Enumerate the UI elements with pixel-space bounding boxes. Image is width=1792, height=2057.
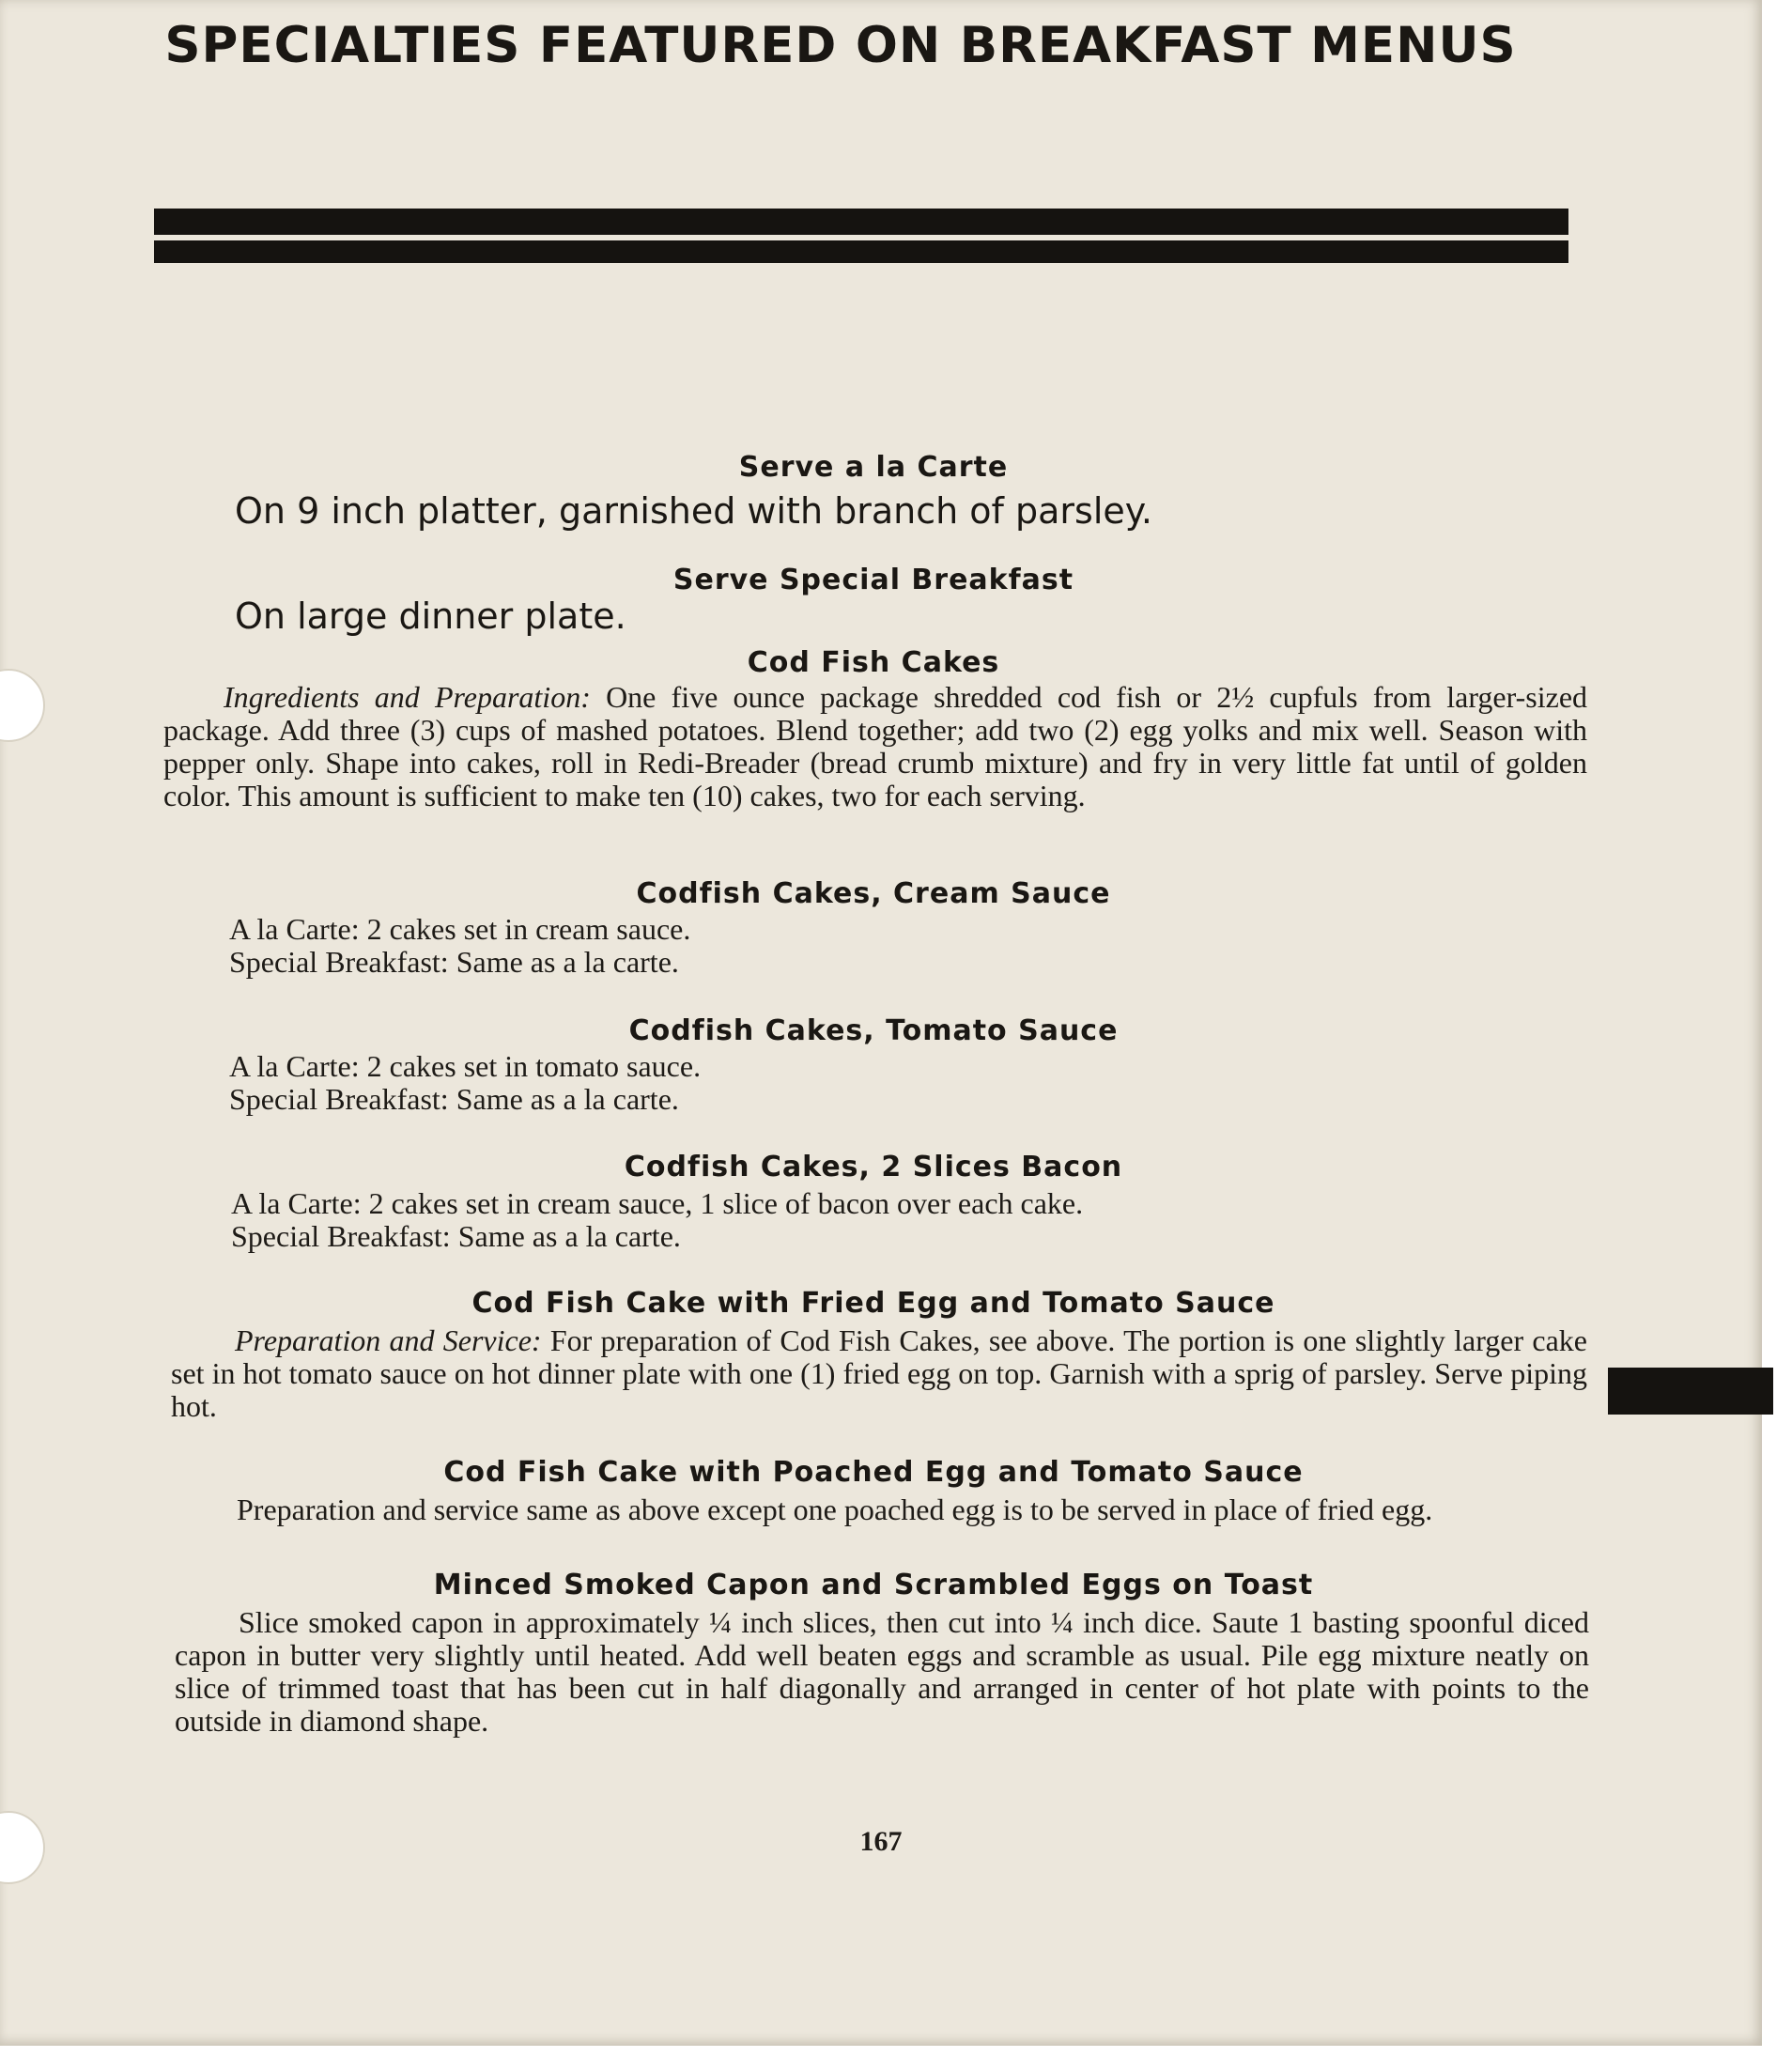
recipe-heading-bacon: Codfish Cakes, 2 Slices Bacon — [624, 1151, 1123, 1183]
recipe-text: For preparation of Cod Fish Cakes, see above. The portion is one slightly larger cake set in hot tomato sauce on hot dinner plate with one (1) fried egg on top. Garnish with a sprig of parsley. Serve piping hot. — [171, 1323, 1588, 1423]
recipe-heading-smoked-capon: Minced Smoked Capon and Scrambled Eggs on Toast — [433, 1569, 1314, 1601]
recipe-lead-label: Preparation and Service: — [235, 1323, 542, 1357]
cream-sauce-special-breakfast: Special Breakfast: Same as a la carte. — [229, 945, 679, 979]
section-heading-a-la-carte: Serve a la Carte — [738, 451, 1009, 484]
page-title: SPECIALTIES FEATURED ON BREAKFAST MENUS — [164, 17, 1517, 74]
recipe-body-cod-fish-cakes — [163, 681, 1587, 812]
header-rule-top — [154, 209, 1568, 235]
binder-hole-top — [0, 669, 45, 742]
recipe-heading-tomato-sauce: Codfish Cakes, Tomato Sauce — [628, 1014, 1119, 1047]
bacon-special-breakfast: Special Breakfast: Same as a la carte. — [231, 1219, 681, 1253]
cream-sauce-a-la-carte: A la Carte: 2 cakes set in cream sauce. — [229, 912, 691, 946]
recipe-heading-poached-egg: Cod Fish Cake with Poached Egg and Tomato Sauce — [443, 1456, 1304, 1489]
section-heading-special-breakfast: Serve Special Breakfast — [672, 564, 1074, 596]
recipe-body-fried-egg — [171, 1324, 1587, 1423]
tomato-sauce-a-la-carte: A la Carte: 2 cakes set in tomato sauce. — [229, 1049, 702, 1083]
bacon-a-la-carte: A la Carte: 2 cakes set in cream sauce, 1 slice of bacon over each cake. — [231, 1186, 1084, 1220]
header-rule-bottom — [154, 240, 1568, 263]
recipe-lead-label: Ingredients and Preparation: — [224, 680, 591, 714]
recipe-heading-cod-fish-cakes: Cod Fish Cakes — [747, 646, 1000, 679]
recipe-heading-cream-sauce: Codfish Cakes, Cream Sauce — [636, 877, 1111, 910]
special-breakfast-instruction: On large dinner plate. — [235, 595, 626, 637]
tomato-sauce-special-breakfast: Special Breakfast: Same as a la carte. — [229, 1082, 679, 1116]
recipe-body-smoked-capon: Slice smoked capon in approximately ¼ inch slices, then cut into ¼ inch dice. Saute 1 basting spoonful diced capon in butter very slightly until heated. Add well beaten eggs and scramble as usual. Pile egg mixture neatly on slice of trimmed toast that has been cut in half diagonally and arranged in center of hot plate with points to the outside in diamond shape. — [175, 1605, 1589, 1738]
recipe-text: One five ounce package shredded cod fish or 2½ cupfuls from larger-sized package. Add three (3) cups of mashed potatoes. Blend together; add two (2) egg yolks and mix well. Season with pepper only. Shape into cakes, roll in Redi-Breader (bread crumb mixture) and fry in very little fat until of golden color. This amount is sufficient to make ten (10) cakes, two for each serving. — [163, 680, 1588, 812]
recipe-heading-fried-egg: Cod Fish Cake with Fried Egg and Tomato Sauce — [471, 1287, 1275, 1320]
recipe-body-poached-egg: Preparation and service same as above except one poached egg is to be served in place of fried egg. — [237, 1492, 1433, 1526]
section-tab-marker — [1608, 1368, 1773, 1415]
page-number: 167 — [859, 1826, 903, 1857]
a-la-carte-instruction: On 9 inch platter, garnished with branch of parsley. — [235, 490, 1152, 532]
